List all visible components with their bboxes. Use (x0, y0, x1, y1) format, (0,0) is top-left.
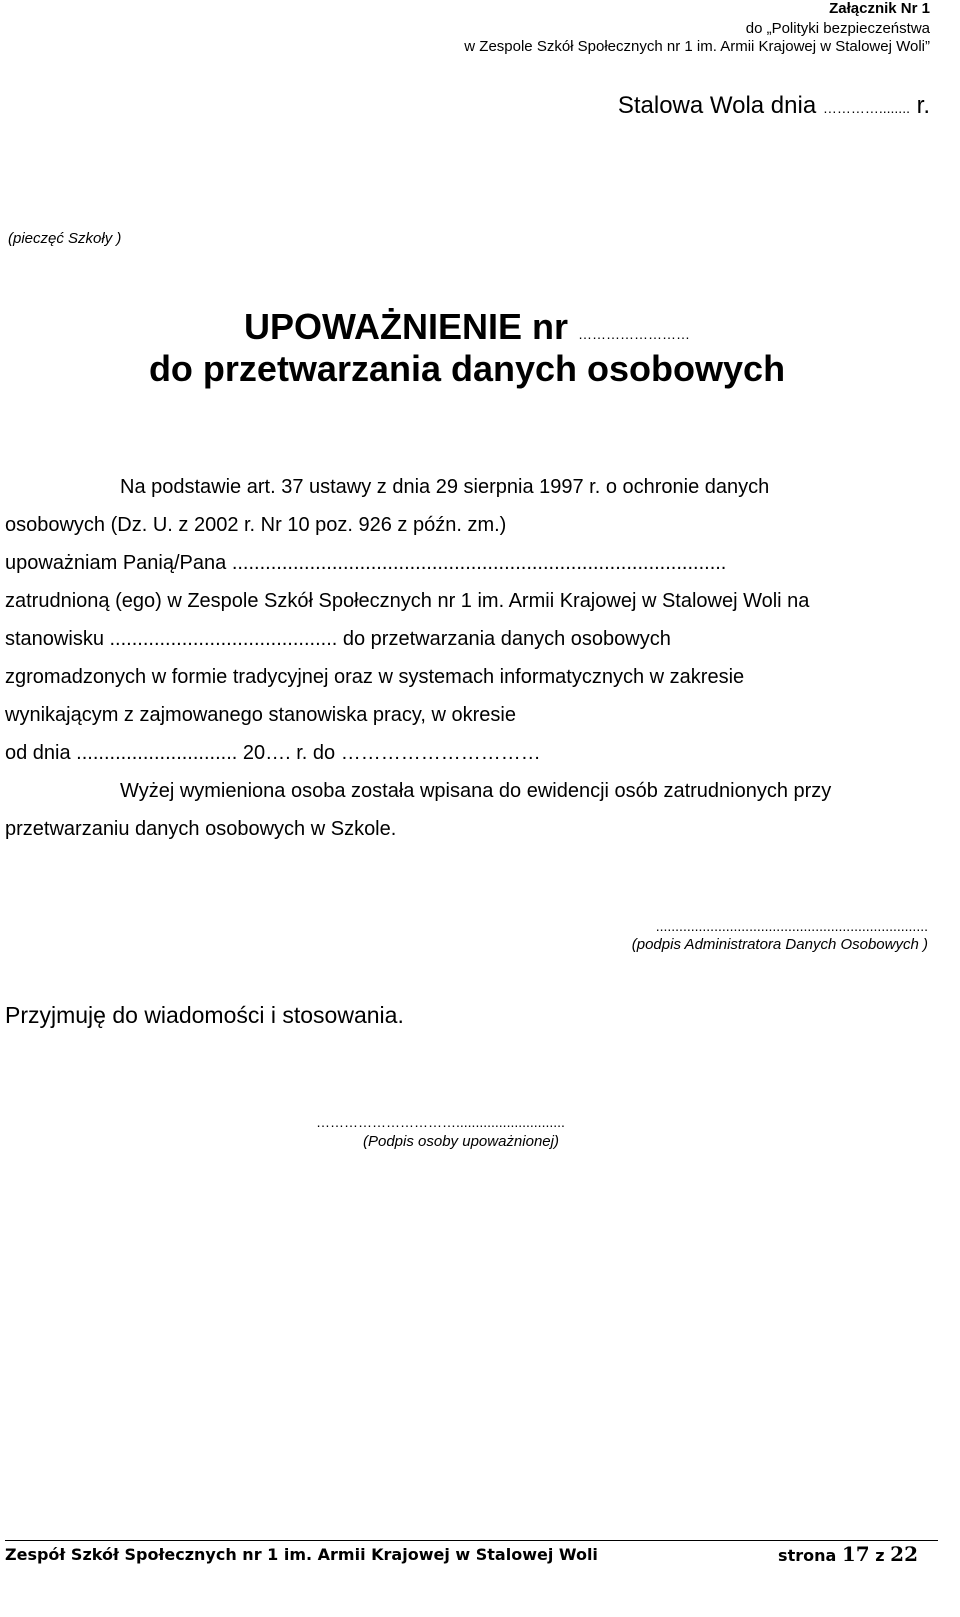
document-title (0, 306, 934, 348)
body-line-6: zgromadzonych w formie tradycyjnej oraz w systemach informatycznych w zakresie (5, 666, 745, 688)
body-line-2: osobowych (Dz. U. z 2002 r. Nr 10 poz. 926 z późn. zm.) (5, 514, 507, 536)
page-separator: z (869, 1546, 891, 1565)
date-suffix: r. (909, 92, 930, 119)
person-signature-line: …………………………............................ (316, 1114, 565, 1130)
footer-page-number (778, 1542, 918, 1566)
body-line-1: Na podstawie art. 37 ustawy z dnia 29 sierpnia 1997 r. o ochronie danych (120, 476, 770, 498)
person-signature-caption: (Podpis osoby upoważnionej) (363, 1133, 559, 1150)
page-prefix: strona (778, 1546, 842, 1565)
body-line-5: stanowisku ......................................... do przetwarzania danych osobowych (5, 628, 671, 650)
body-line-9: Wyżej wymieniona osoba została wpisana do ewidencji osób zatrudnionych przy (120, 780, 832, 802)
document-subtitle: do przetwarzania danych osobowych (148, 348, 786, 389)
page-total: 22 (890, 1542, 918, 1566)
title-text: UPOWAŻNIENIE nr (243, 306, 579, 347)
body-line-7: wynikającym z zajmowanego stanowiska pracy, w okresie (5, 704, 516, 726)
date-blank: …………........ (822, 100, 910, 116)
date-prefix: Stalowa Wola dnia (617, 92, 823, 119)
date-line (618, 92, 930, 120)
page-current: 17 (841, 1542, 870, 1566)
authorization-number-blank: …………………… (578, 326, 691, 342)
body-line-4: zatrudnioną (ego) w Zespole Szkół Społecznych nr 1 im. Armii Krajowej w Stalowej Woli na (5, 590, 810, 612)
body-line-8: od dnia ............................. 20…. r. do ………………………… (5, 742, 541, 764)
admin-signature-caption: (podpis Administratora Danych Osobowych ) (631, 936, 928, 953)
annex-school-name: w Zespole Szkół Społecznych nr 1 im. Armii Krajowej w Stalowej Woli” (464, 38, 930, 55)
acceptance-statement: Przyjmuję do wiadomości i stosowania. (5, 1002, 404, 1028)
body-line-10: przetwarzaniu danych osobowych w Szkole. (5, 818, 397, 840)
school-stamp-label: (pieczęć Szkoły ) (8, 230, 122, 247)
body-line-3: upoważniam Panią/Pana ......................................................................................... (5, 552, 727, 574)
annex-policy-title: do „Polityki bezpieczeństwa (745, 20, 930, 37)
footer-divider (5, 1540, 938, 1541)
footer-school-name: Zespół Szkół Społecznych nr 1 im. Armii Krajowej w Stalowej Woli (5, 1545, 598, 1564)
admin-signature-line: ...................................................................... (655, 918, 928, 934)
annex-number: Załącznik Nr 1 (829, 0, 930, 17)
